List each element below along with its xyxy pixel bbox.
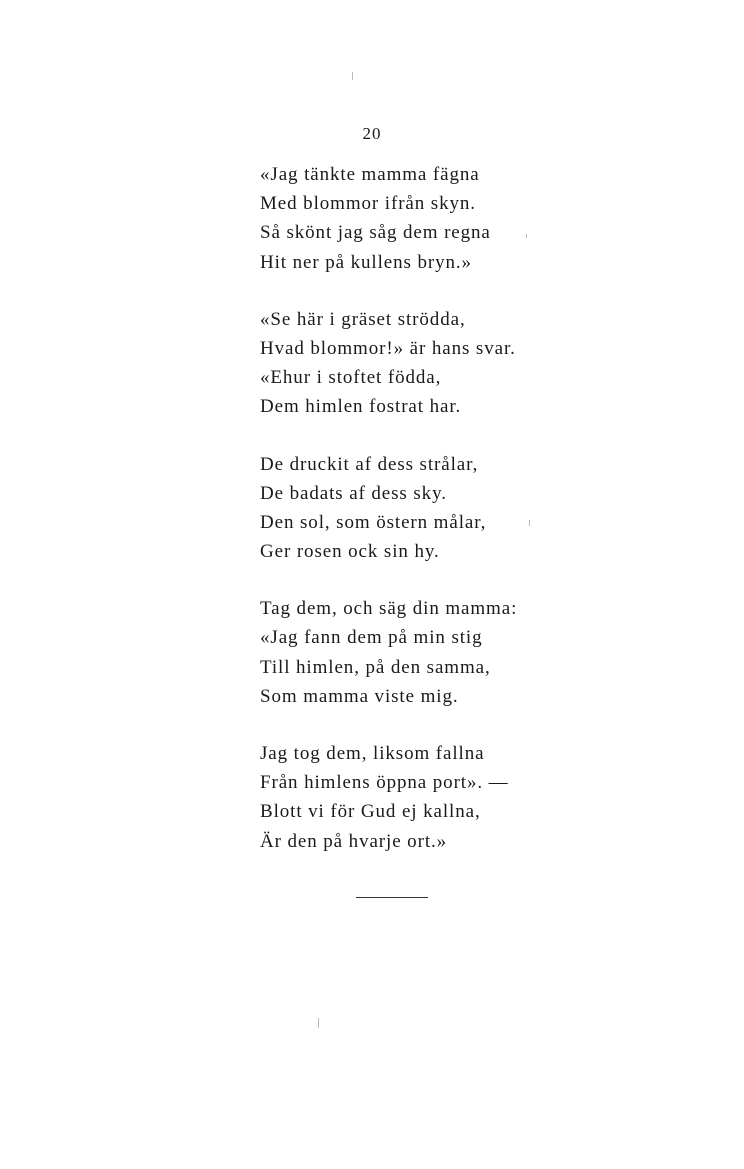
poem-line: Till himlen, på den samma,	[260, 656, 491, 678]
paper-speck	[318, 1018, 319, 1028]
stanza-3	[260, 450, 560, 567]
poem-line: Tag dem, och säg din mamma:	[260, 598, 518, 620]
paper-speck	[526, 234, 527, 238]
poem-line: «Se här i gräset strödda,	[260, 308, 466, 330]
poem-line: Hvad blommor!» är hans svar.	[260, 337, 516, 359]
poem-line: Den sol, som östern målar,	[260, 511, 487, 533]
stanza-4	[260, 594, 560, 711]
poem-line: Med blommor ifrån skyn.	[260, 193, 476, 215]
stanza-5	[260, 739, 560, 856]
poem-line: De druckit af dess strålar,	[260, 453, 479, 475]
poem-line: Är den på hvarje ort.»	[260, 830, 448, 852]
poem-line: Ger rosen ock sin hy.	[260, 541, 440, 563]
poem-line: Hit ner på kullens bryn.»	[260, 251, 472, 273]
poem-line: «Jag fann dem på min stig	[260, 627, 483, 649]
stanza-1	[260, 160, 560, 277]
paper-speck	[352, 72, 353, 80]
poem-line: «Jag tänkte mamma fägna	[260, 164, 480, 185]
poem-line: Jag tog dem, liksom fallna	[260, 743, 485, 764]
poem-line: Så skönt jag såg dem regna	[260, 222, 491, 244]
end-rule-divider	[356, 897, 428, 898]
poem-line: «Ehur i stoftet födda,	[260, 367, 442, 389]
paper-speck	[529, 520, 530, 526]
poem-line: Som mamma viste mig.	[260, 685, 459, 707]
stanza-2	[260, 305, 560, 422]
poem-line: Blott vi för Gud ej kallna,	[260, 801, 481, 823]
poem-line: Dem himlen fostrat har.	[260, 396, 462, 418]
poem-line: Från himlens öppna port». —	[260, 772, 509, 794]
poem	[260, 160, 560, 884]
page-number: 20	[362, 124, 382, 143]
poem-line: De badats af dess sky.	[260, 482, 447, 504]
